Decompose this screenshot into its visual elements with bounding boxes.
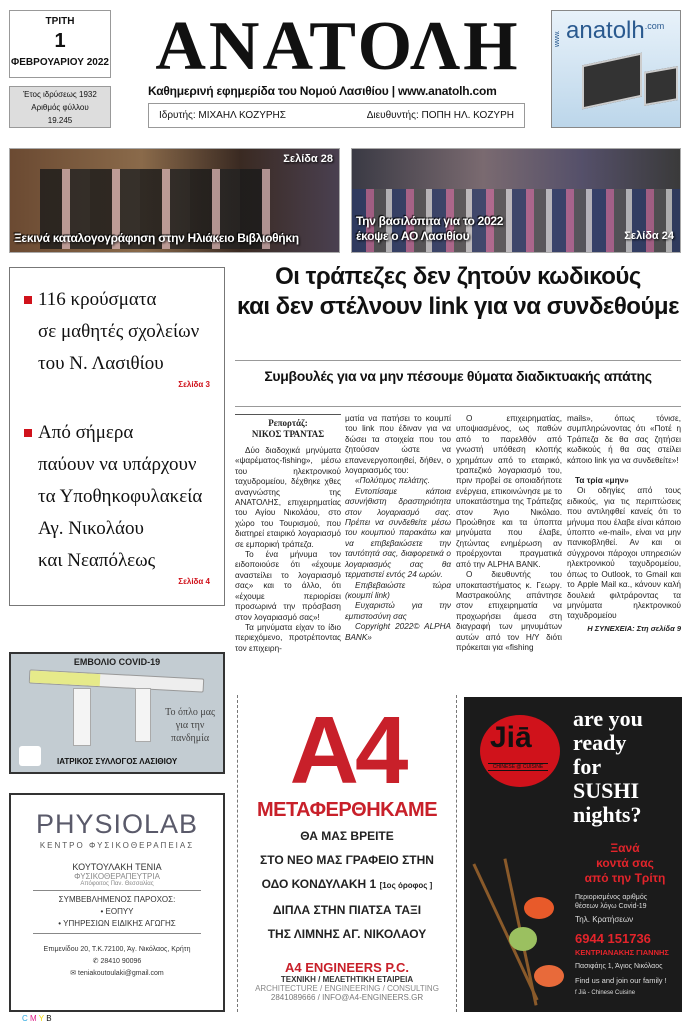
brief-line: και Νεαπόλεως bbox=[38, 550, 156, 571]
lead-headline[interactable] bbox=[235, 262, 681, 322]
quote: Copyright 2022© ALPHA BANK» bbox=[345, 622, 451, 642]
sushi-image bbox=[534, 965, 564, 987]
sheet-number: 19.245 bbox=[47, 116, 73, 125]
quote: Εντοπίσαμε κάποια ασυνήθιστη δραστηριότητα στον λογαριασμό σας. Πρέπει να συνδεθείτε μέσω του κουμπιού παρακάτω και να επιβεβαιώσετε την ταυτότητά σας, διαφορετικά ο λογαριασμός σας θα τερματιστεί εντός 24 ωρών. bbox=[345, 486, 451, 580]
jia-logo: Jiā CHINESE @ CUISINE bbox=[480, 715, 560, 787]
brief-line: τα Υποθηκοφυλακεία bbox=[38, 486, 203, 507]
phone-icon: ✆ bbox=[92, 958, 101, 965]
physio-partner: ΣΥΜΒΕΒΛΗΜΕΝΟΣ ΠΑΡΟΧΟΣ: bbox=[58, 895, 176, 904]
article-column-1 bbox=[235, 414, 341, 654]
jia-info: Περιορισμένος αριθμός θέσεων λόγω Covid-19 Τηλ. Κρατήσεων bbox=[575, 894, 648, 924]
photo-caption: Ξεκινά καταλογογράφηση στην Ηλιάκειο Βιβλιοθήκη bbox=[14, 231, 299, 245]
day: 1 bbox=[54, 30, 66, 52]
physiolab-ad[interactable] bbox=[9, 793, 225, 1012]
briefs-box bbox=[9, 267, 225, 606]
physio-partner-item: • ΥΠΗΡΕΣΙΩΝ ΕΙΔΙΚΗΣ ΑΓΩΓΗΣ bbox=[58, 919, 176, 928]
month-year: ΦΕΒΡΟΥΑΡΙΟΥ 2022 bbox=[11, 57, 109, 68]
doctor-figure bbox=[73, 688, 91, 746]
divider bbox=[33, 890, 201, 891]
paragraph: Ο διευθυντής του υποκαταστήματος κ. Γεωργ. Μαστρακούλης απάντησε στον επιχειρηματία να προχωρήσει άμεσα στη διαγραφή των μηνυμάτων αυτών από τον Η/Υ διότι πρόκειται για «fishing bbox=[456, 570, 562, 652]
vax-slogan: Το όπλο μας για την πανδημία bbox=[165, 707, 215, 744]
director: Διευθυντής: ΠΟΠΗ ΗΛ. ΚΟΖΥΡΗ bbox=[366, 110, 514, 121]
headline-line: και δεν στέλνουν link για να συνδεθούμε bbox=[236, 293, 679, 320]
com-suffix: .com bbox=[644, 21, 665, 31]
bullet-icon bbox=[24, 429, 32, 437]
a4-headline: ΜΕΤΑΦΕΡΘΗΚΑΜΕ bbox=[256, 799, 438, 821]
paragraph: Τα μηνύματα είχαν το ίδιο περιεχόμενο, προτρέποντας τον επιχειρη- bbox=[235, 622, 341, 653]
quote: Ευχαριστώ για την εμπιστοσύνη σας bbox=[345, 601, 451, 621]
website-ad[interactable] bbox=[551, 10, 681, 128]
physiolab-logo: PHYSIOLAB bbox=[35, 809, 199, 839]
screen-image bbox=[582, 53, 642, 110]
jia-find: Find us and join our family ! bbox=[575, 976, 667, 985]
page-ref: Σελίδα 24 bbox=[624, 230, 674, 242]
medical-association-logo bbox=[19, 746, 41, 766]
founder: Ιδρυτής: ΜΙΧΑΗΛ ΚΟΖΥΡΗΣ bbox=[159, 110, 286, 121]
paragraph: Οι οδηγίες από τους ειδικούς, για τις περιπτώσεις που αντιληφθεί κανείς ότι το μήνυμα που έλαβε είναι κάποιο ύποπτο «e-mail», είναι να μην πανικοβληθεί. Αν και οι σύγχρονοι πάροχοι υπηρεσιών ηλεκτρονικού ταχυδρομείου, όπως το Outlook, το Gmail και το Apple Mail κα., κάνουν καλή δουλειά φιλτράροντας τα μηνύματα ηλεκτρονικού ταχυδρομείου bbox=[567, 486, 681, 621]
paragraph: Δύο διαδοχικά μηνύματα «ψαρέματος-fishing», μέσω του ηλεκτρονικού ταχυδρομείου, δέχθηκε χθες αναγνώστης της ΑΝΑΤΟΛΗΣ, επιχειρηματίας του Αγίου Νικολάου, στο χώρο του Τουρισμού, που διατηρεί εταιρικό λογαριασμό σε εμπορική τράπεζα. bbox=[235, 446, 341, 549]
photo-library[interactable] bbox=[9, 148, 340, 253]
page-ref: Σελίδα 4 bbox=[178, 577, 210, 586]
jia-ad[interactable] bbox=[464, 697, 682, 1012]
physio-name: ΚΟΥΤΟΥΛΑΚΗ ΤΕΝΙΑ bbox=[72, 862, 162, 872]
jia-address: Πασιφάης 1, Άγιος Νικόλαος bbox=[575, 963, 663, 970]
jia-social: f Jiā - Chinese Cuisine bbox=[575, 990, 636, 996]
vax-org: ΙΑΤΡΙΚΟΣ ΣΥΛΛΟΓΟΣ ΛΑΣΙΘΙΟΥ bbox=[57, 757, 178, 766]
paragraph: Ο επιχειρηματίας, υποψιασμένος, ως παθών από το παρελθόν από γνωστή υπόθεση κλοπής χρημάτων από το εταιρικό, τραπεζικό λογαριασμό του, πριν προβεί σε οποιαδήποτε ενέργεια, επικοινώνησε με το υποκατάστημα της Τράπεζας στον Άγιο Νικόλαο. Προώθησε και τα ύποπτα μηνύματα που έλαβε, ζητώντας ενημέρωση αν προέρχονται πραγματικά από την ALPHA BANK. bbox=[456, 414, 562, 569]
syringe-icon bbox=[29, 669, 204, 692]
a4-services: ARCHITECTURE / ENGINEERING / CONSULTING bbox=[255, 984, 439, 993]
a4-engineers-ad[interactable] bbox=[237, 695, 457, 1012]
physio-partner-item: • ΕΟΠΥΥ bbox=[100, 907, 134, 916]
sheet-label: Αριθμός φύλλου bbox=[31, 103, 89, 112]
issue-info bbox=[9, 86, 111, 128]
photo-caption: Την βασιλόπιτα για το 2022 bbox=[356, 214, 504, 228]
byline: Ρεπορτάζ: ΝΙΚΟΣ ΤΡΑΝΤΑΣ bbox=[235, 414, 341, 440]
continued-link[interactable]: Η ΣΥΝΕΧΕΙΑ: Στη σελίδα 9 bbox=[587, 623, 681, 633]
mail-icon: ✉ bbox=[70, 970, 79, 977]
cmyb-marks: C M Y B bbox=[22, 1014, 52, 1023]
sushi-image bbox=[509, 927, 537, 951]
vax-title: ΕΜΒΟΛΙΟ COVID-19 bbox=[73, 657, 161, 667]
weekday: ΤΡΙΤΗ bbox=[45, 16, 75, 27]
a4-body: ΘΑ ΜΑΣ ΒΡΕΙΤΕ ΣΤΟ ΝΕΟ ΜΑΣ ΓΡΑΦΕΙΟ ΣΤΗΝ ΟΔΟ ΚΟΝΔΥΛΑΚΗ 1 [1ος όροφος ] ΔΙΠΛΑ ΣΤΗΝ ΠΙΑΤΣΑ ΤΑΞΙ ΤΗΣ ΛΙΜΝΗΣ ΑΓ. ΝΙΚΟΛΑΟΥ bbox=[260, 829, 434, 941]
screen-image bbox=[644, 66, 678, 106]
paragraph: Το ένα μήνυμα τον ειδοποιούσε ότι «έχουμε αναστείλει το λογαριασμό σας» και το άλλο, ότι «έχουμε περιορίσει προσωρινά την πρόσβαση στον λογαριασμό σας»! bbox=[235, 550, 341, 622]
doctor-figure bbox=[135, 688, 151, 742]
brief-line: του Ν. Λασιθίου bbox=[38, 353, 164, 374]
brief-line: σε μαθητές σχολείων bbox=[38, 321, 200, 342]
quote: «Πολύτιμος πελάτης. bbox=[355, 476, 431, 486]
bullet-icon bbox=[24, 296, 32, 304]
photo-vasilopita[interactable] bbox=[351, 148, 681, 253]
physio-phone: 28410 90096 bbox=[100, 958, 142, 965]
page-ref: Σελίδα 28 bbox=[283, 153, 333, 165]
photo-caption: έκοψε ο ΑΟ Λασιθίου bbox=[356, 229, 470, 243]
divider bbox=[235, 360, 681, 361]
masthead-title: ΑΝΑΤΟΛΗ bbox=[155, 8, 521, 85]
brief-item[interactable] bbox=[24, 417, 214, 577]
physio-address: Επιμενίδου 20, Τ.Κ.72100, Άγ. Νικόλαος, Κρήτη bbox=[43, 946, 191, 953]
website-logo: anatolh$^{.com}$ bbox=[566, 17, 665, 44]
brief-item[interactable] bbox=[24, 284, 214, 380]
quote: Επιβεβαιώστε τώρα (κουμπί link) bbox=[345, 580, 451, 600]
a4-type: ΤΕΧΝΙΚΗ / ΜΕΛΕΤΗΤΙΚΗ ΕΤΑΙΡΕΙΑ bbox=[280, 975, 414, 984]
brief-line: Αγ. Νικολάου bbox=[38, 518, 144, 539]
vaccine-ad[interactable] bbox=[9, 652, 225, 774]
jia-owner: ΚΕΝΤΡΙΑΝΑΚΗΣ ΓΙΑΝΝΗΣ bbox=[575, 948, 669, 957]
a4-company: A4 ENGINEERS P.C. bbox=[284, 960, 410, 975]
article-column-2 bbox=[345, 414, 451, 643]
article-column-3 bbox=[456, 414, 562, 653]
date-box bbox=[9, 10, 111, 78]
section-heading: Τα τρία «μην» bbox=[575, 476, 629, 486]
paragraph: ματία να πατήσει το κουμπί του link που έδιναν για να δώσει τα στοιχεία που του ζητούσαν ώστε να επανενεργοποιηθεί, δήθεν, ο λογαριασμός του: bbox=[345, 414, 451, 476]
founded: Έτος ιδρύσεως 1932 bbox=[23, 90, 97, 99]
a4-contact: 2841089666 / INFO@A4-ENGINEERS.GR bbox=[270, 993, 424, 1002]
physio-role: ΦΥΣΙΚΟΘΕΡΑΠΕΥΤΡΙΑ bbox=[74, 872, 160, 881]
tagline: Καθημερινή εφημερίδα του Νομού Λασιθίου | www.anatolh.com bbox=[148, 84, 497, 98]
brief-line: Από σήμερα bbox=[38, 422, 134, 443]
www-text: www. bbox=[554, 30, 561, 47]
physio-grad: Απόφοιτος Παν. Θεσσαλίας bbox=[80, 881, 154, 887]
article-column-4 bbox=[567, 414, 681, 634]
page-ref: Σελίδα 3 bbox=[178, 380, 210, 389]
paragraph: mails», όπως τόνισε, συμπληρώνοντας ότι «Ποτέ η Τράπεζα δε θα σας ζητήσει κωδικούς ή θα σας στείλει κάποιο link για να συνδεθείτε»! bbox=[567, 414, 681, 465]
physio-subtitle: ΚΕΝΤΡΟ ΦΥΣΙΚΟΘΕΡΑΠΕΙΑΣ bbox=[39, 841, 195, 850]
jia-red-text: Ξανά κοντά σας από την Τρίτη bbox=[584, 841, 666, 885]
jia-phone: 6944 151736 bbox=[575, 931, 651, 946]
a4-logo: A4 bbox=[289, 697, 405, 804]
brief-line: 116 κρούσματα bbox=[38, 289, 157, 310]
sushi-image bbox=[524, 897, 554, 919]
brief-line: παύουν να υπάρχουν bbox=[38, 454, 197, 475]
physio-email[interactable]: teniakoutoulaki@gmail.com bbox=[78, 970, 164, 977]
divider bbox=[235, 406, 681, 407]
jia-question: are you ready for SUSHI nights? bbox=[573, 706, 643, 827]
founders-box bbox=[148, 103, 525, 128]
headline-line: Οι τράπεζες δεν ζητούν κωδικούς bbox=[275, 263, 641, 290]
divider bbox=[33, 933, 201, 934]
lead-subhead: Συμβουλές για να μην πέσουμε θύματα διαδικτυακής απάτης bbox=[264, 368, 652, 384]
